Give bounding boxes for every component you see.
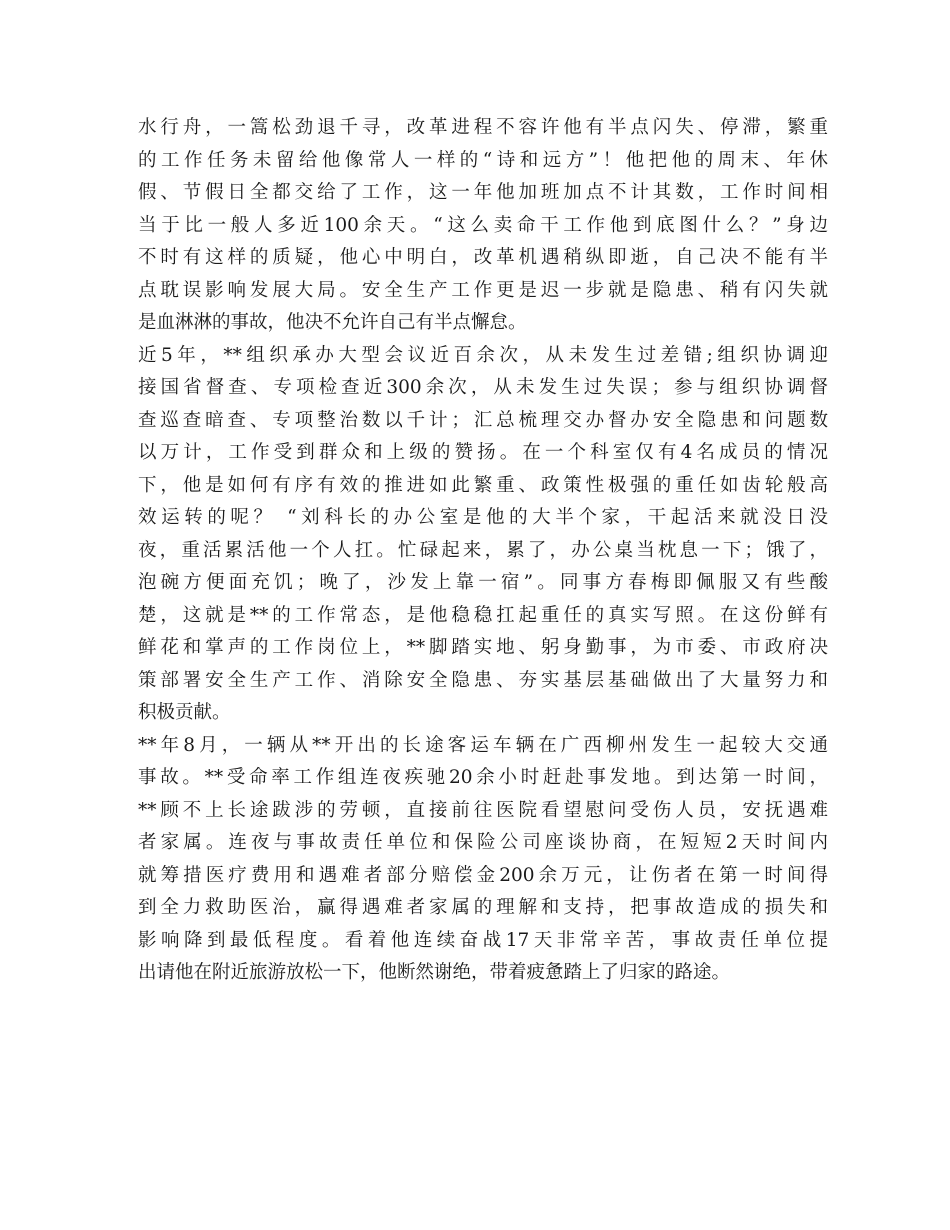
text-line: 积极贡献。	[138, 702, 231, 723]
text-line: 鲜花和掌声的工作岗位上，**脚踏实地、躬身勤事，为市委、市政府决	[138, 637, 828, 658]
document-page	[138, 112, 828, 990]
text-line: 楚，这就是**的工作常态，是他稳稳扛起重任的真实写照。在这份鲜有	[138, 604, 828, 626]
text-line: **顾不上长途跋涉的劳顿，直接前往医院看望慰问受伤人员，安抚遇难	[138, 799, 828, 821]
text-line: 影响降到最低程度。看着他连续奋战17天非常辛苦，事故责任单位提	[138, 929, 828, 951]
text-line: 查巡查暗查、专项整治数以千计；汇总梳理交办督办安全隐患和问题数	[138, 409, 828, 431]
text-line: 点耽误影响发展大局。安全生产工作更是迟一步就是隐患、稍有闪失就	[138, 279, 828, 301]
text-line: 就筹措医疗费用和遇难者部分赔偿金200余万元，让伤者在第一时间得	[138, 864, 828, 886]
text-line: 不时有这样的质疑，他心中明白，改革机遇稍纵即逝，自己决不能有半	[138, 247, 828, 268]
text-line: 者家属。连夜与事故责任单位和保险公司座谈协商，在短短2天时间内	[138, 832, 828, 853]
text-line: 的工作任务未留给他像常人一样的“诗和远方”！他把他的周末、年休	[138, 149, 828, 171]
text-line: 当于比一般人多近100余天。“这么卖命干工作他到底图什么？”身边	[138, 214, 828, 236]
text-line: 事故。**受命率工作组连夜疾驰20余小时赶赴事发地。到达第一时间，	[138, 767, 828, 788]
paragraph	[138, 340, 828, 730]
paragraph	[138, 730, 828, 990]
text-line: 以万计，工作受到群众和上级的赞扬。在一个科室仅有4名成员的情况	[138, 442, 828, 463]
text-line: 接国省督查、专项检查近300余次，从未发生过失误；参与组织协调督	[138, 377, 828, 398]
text-line: 效运转的呢？ “刘科长的办公室是他的大半个家，干起活来就没日没	[138, 507, 828, 528]
text-line: 到全力救助医治，赢得遇难者家属的理解和支持，把事故造成的损失和	[138, 897, 828, 918]
text-line: 泡碗方便面充饥；晚了，沙发上靠一宿”。同事方春梅即佩服又有些酸	[138, 572, 828, 593]
text-line: **年8月，一辆从**开出的长途客运车辆在广西柳州发生一起较大交通	[138, 734, 828, 756]
text-line: 策部署安全生产工作、消除安全隐患、夯实基层基础做出了大量努力和	[138, 669, 828, 691]
text-line: 出请他在附近旅游放松一下，他断然谢绝，带着疲惫踏上了归家的路途。	[138, 962, 731, 983]
text-line: 假、节假日全都交给了工作，这一年他加班加点不计其数，工作时间相	[138, 182, 828, 203]
text-line: 是血淋淋的事故，他决不允许自己有半点懈怠。	[138, 312, 527, 333]
text-line: 夜，重活累活他一个人扛。忙碌起来，累了，办公桌当枕息一下；饿了，	[138, 539, 828, 561]
text-line: 近5年，**组织承办大型会议近百余次，从未发生过差错;组织协调迎	[138, 344, 828, 366]
text-line: 水行舟，一篙松劲退千寻，改革进程不容许他有半点闪失、停滞，繁重	[138, 117, 828, 138]
paragraph	[138, 112, 828, 340]
text-line: 下，他是如何有序有效的推进如此繁重、政策性极强的重任如齿轮般高	[138, 474, 828, 496]
